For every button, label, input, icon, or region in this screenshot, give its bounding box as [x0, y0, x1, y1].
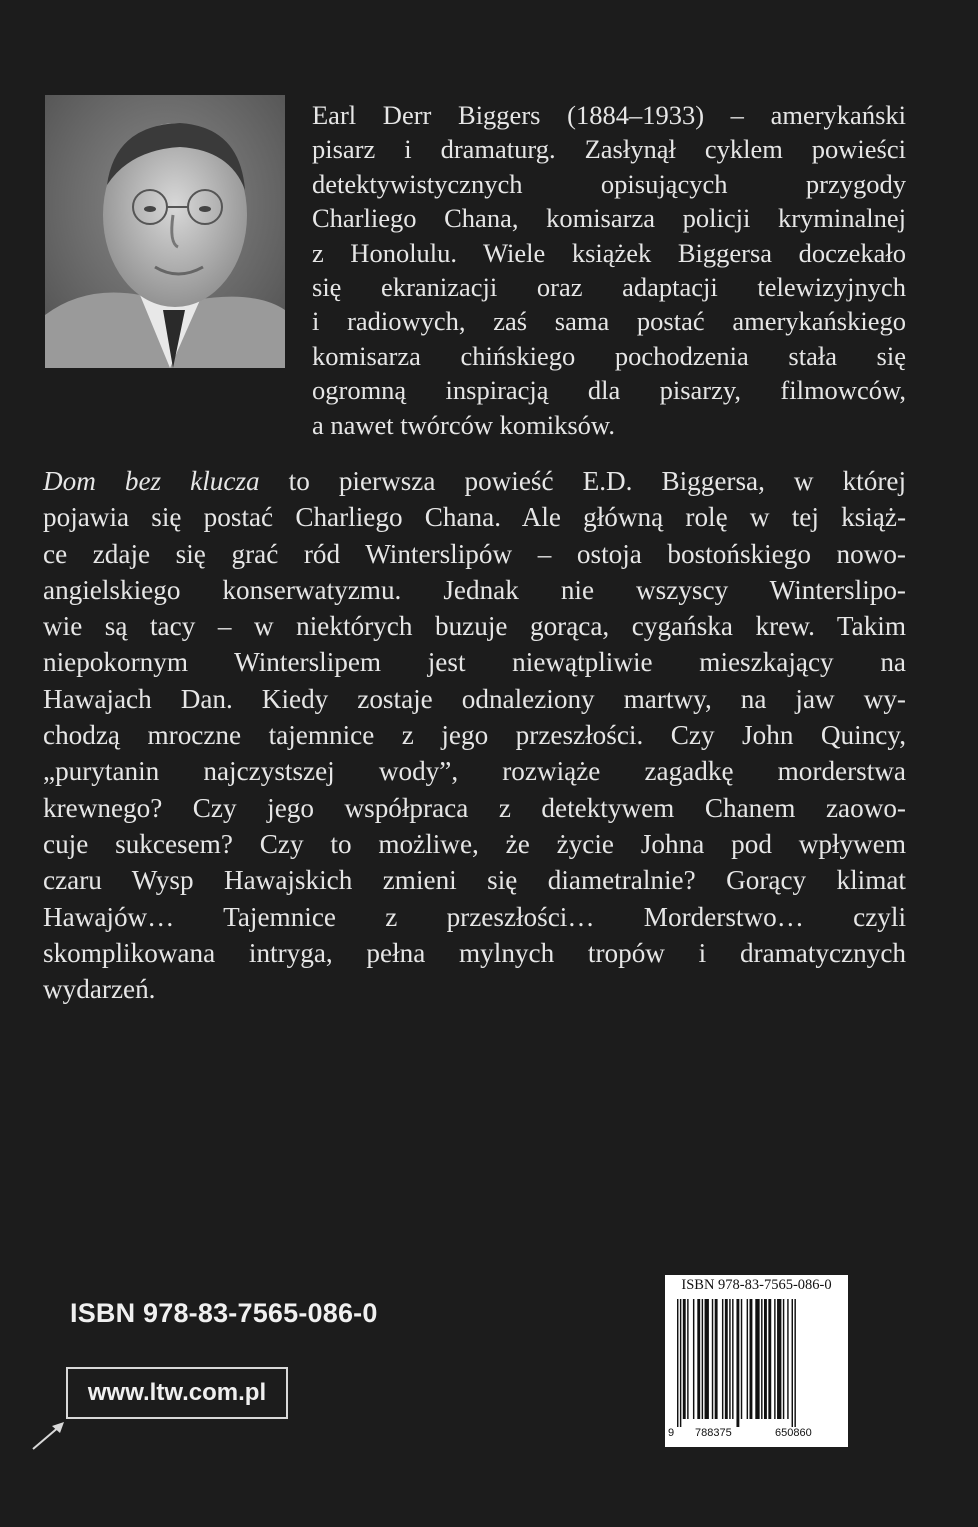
bio-line: i radiowych, zaś sama postać amerykańskiego [312, 306, 906, 337]
barcode-bar [693, 1299, 694, 1419]
barcode-bar [768, 1299, 771, 1419]
description-line: angielskiego konserwatyzmu. Jednak nie wszyscy Winterslipo- [43, 574, 906, 605]
barcode-bar [741, 1299, 742, 1419]
description-line: krewnego? Czy jego współpraca z detektywem Chanem zaowo- [43, 792, 906, 823]
author-photo [45, 95, 285, 368]
bio-line: Earl Derr Biggers (1884–1933) – amerykański [312, 100, 906, 130]
description-line: skomplikowana intryga, pełna mylnych tropów i dramatycznych [43, 937, 906, 968]
barcode-digits-right: 650860 [775, 1427, 812, 1439]
isbn-text: ISBN 978-83-7565-086-0 [70, 1298, 378, 1328]
bio-line: a nawet twórców komiksów. [312, 409, 615, 440]
description-line: Hawajów… Tajemnice z przeszłości… Morderstwo… czyli [43, 901, 906, 932]
barcode-bar [677, 1299, 678, 1427]
barcode-bar [755, 1299, 759, 1419]
description-line: chodzą mroczne tajemnice z jego przeszłości. Czy John Quincy, [43, 720, 906, 751]
barcode-digits-left: 788375 [695, 1427, 732, 1439]
book-title: Dom bez klucza [43, 466, 260, 496]
description-line: czaru Wysp Hawajskich zmieni się diametralnie? Gorący klimat [43, 865, 906, 896]
description-line: pojawia się postać Charliego Chana. Ale główną rolę w tej książ- [43, 502, 906, 533]
arrow-pointer-icon [30, 1418, 70, 1452]
barcode-bar [729, 1299, 730, 1419]
barcode [665, 1275, 848, 1447]
bio-line: pisarz i dramaturg. Zasłynął cyklem powieści [312, 134, 906, 165]
barcode-bar [774, 1299, 775, 1419]
barcode-bar [683, 1299, 686, 1419]
barcode-bar [794, 1299, 795, 1427]
barcode-bar [725, 1299, 728, 1419]
barcode-bar [761, 1299, 762, 1419]
barcode-bar [712, 1299, 713, 1419]
barcode-bar [787, 1299, 788, 1419]
description-line: „purytanin najczystszej wody”, rozwiąże zagadkę morderstwa [43, 756, 906, 787]
bio-line: detektywistycznych opisujących przygody [312, 168, 906, 199]
description-first-line [43, 463, 906, 499]
barcode-bar [680, 1299, 681, 1427]
barcode-bar [736, 1299, 739, 1427]
barcode-isbn-label: ISBN 978-83-7565-086-0 [681, 1277, 832, 1293]
description-line: wydarzeń. [43, 974, 156, 1005]
description-line: niepokornym Winterslipem jest niewątpliwie mieszkający na [43, 647, 906, 678]
description-line: wie są tacy – w niektórych buzuje gorąca, cygańska krew. Takim [43, 611, 906, 642]
barcode-bar [697, 1299, 700, 1419]
author-bio [312, 98, 906, 442]
bio-line: się ekranizacji oraz adaptacji telewizyjnych [312, 272, 906, 303]
description-line: cuje sukcesem? Czy to możliwe, że życie Johna pod wpływem [43, 828, 906, 859]
description-line: ce zdaje się grać ród Winterslipów – ostoja bostońskiego nowo- [43, 538, 906, 569]
barcode-bar [764, 1299, 767, 1419]
barcode-digit-lead: 9 [668, 1427, 675, 1439]
barcode-bar [732, 1299, 733, 1419]
barcode-bar [783, 1299, 784, 1419]
book-description [43, 463, 906, 1007]
barcode-bar [777, 1299, 781, 1419]
bio-line: komisarza chińskiego pochodzenia stała się [312, 340, 906, 371]
barcode-bar [715, 1299, 718, 1419]
barcode-bar [687, 1299, 688, 1419]
barcode-bar [747, 1299, 748, 1419]
bio-line: Charliego Chana, komisarza policji kryminalnej [312, 203, 906, 234]
barcode-bars [675, 1299, 838, 1427]
description-text: to pierwsza powieść E.D. Biggersa, w której [259, 466, 906, 496]
bio-line: ogromną inspiracją dla pisarzy, filmowców, [312, 375, 906, 406]
barcode-bar [750, 1299, 753, 1419]
barcode-bar [722, 1299, 723, 1419]
barcode-bar [705, 1299, 709, 1419]
barcode-bar [702, 1299, 703, 1419]
description-line: Hawajach Dan. Kiedy zostaje odnaleziony martwy, na jaw wy- [43, 683, 906, 714]
bio-line: z Honolulu. Wiele książek Biggersa doczekało [312, 237, 906, 268]
barcode-bar [792, 1299, 793, 1427]
website-link[interactable]: www.ltw.com.pl [66, 1367, 288, 1419]
